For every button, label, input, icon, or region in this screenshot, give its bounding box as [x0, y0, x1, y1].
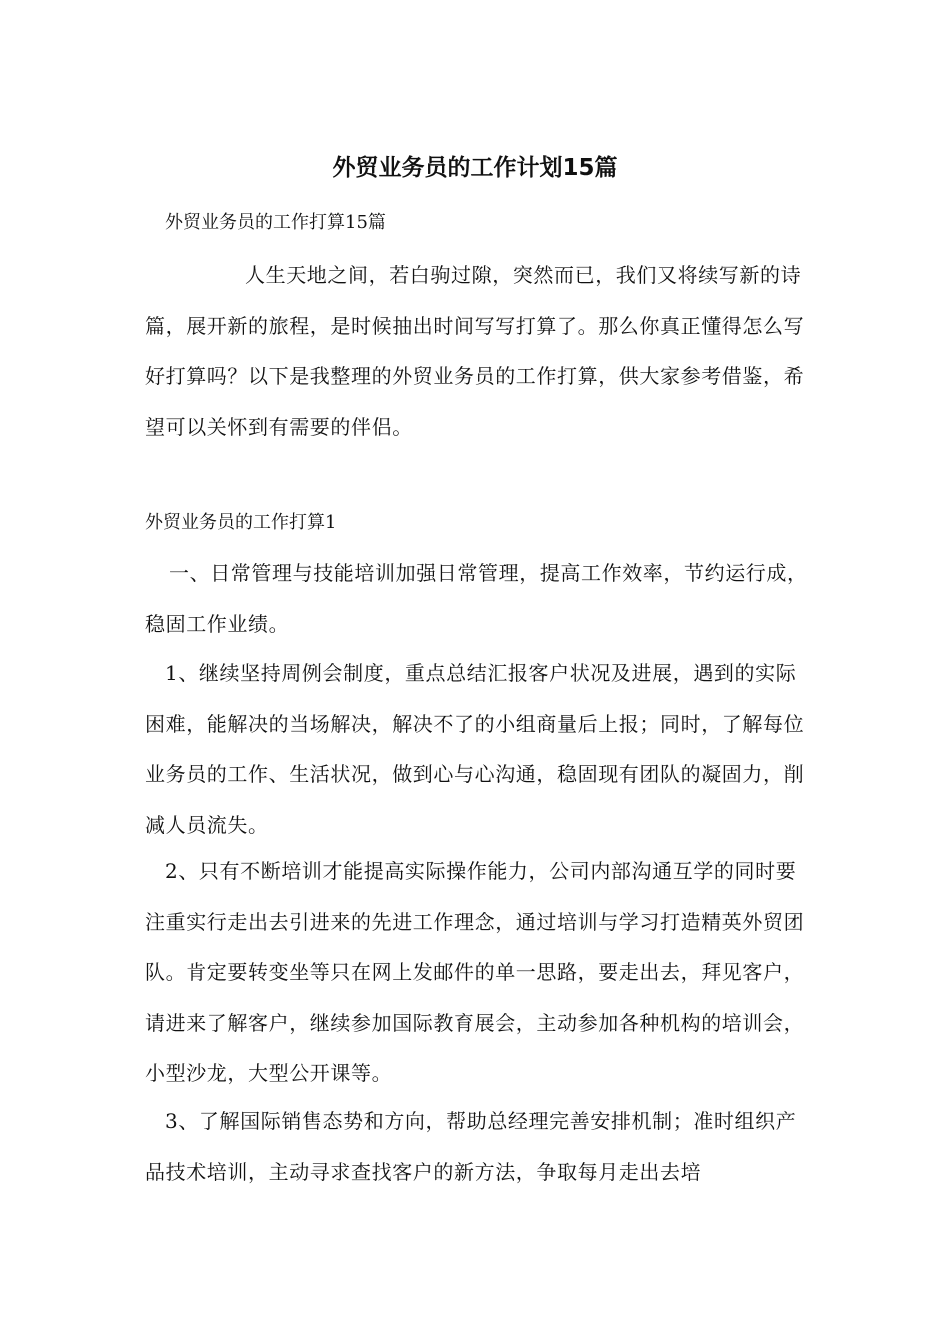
intro-paragraph: 人生天地之间，若白驹过隙，突然而已，我们又将续写新的诗篇，展开新的旅程，是时候抽出时间写写打算了。那么你真正懂得怎么写好打算吗？以下是我整理的外贸业务员的工作打算，供大家参考借鉴，希望可以关怀到有需要的伴侣。 — [145, 263, 805, 439]
section-heading: 外贸业务员的工作打算1 — [145, 512, 337, 533]
paragraph-item-3: 3、了解国际销售态势和方向，帮助总经理完善安排机制；准时组织产品技术培训，主动寻求查找客户的新方法，争取每月走出去培 — [145, 1109, 797, 1184]
paragraph-item-2: 2、只有不断培训才能提高实际操作能力，公司内部沟通互学的同时要注重实行走出去引进来的先进工作理念，通过培训与学习打造精英外贸团队。肯定要转变坐等只在网上发邮件的单一思路，要走出去，拜见客户，请进来了解客户，继续参加国际教育展会，主动参加各种机构的培训会，小型沙龙，大型公开课等。 — [145, 859, 805, 1085]
document-title: 外贸业务员的工作计划15篇 — [332, 155, 618, 181]
paragraph-section-one: 一、日常管理与技能培训加强日常管理，提高工作效率，节约运行成，稳固工作业绩。 — [145, 561, 808, 636]
paragraph-item-1: 1、继续坚持周例会制度，重点总结汇报客户状况及进展，遇到的实际困难，能解决的当场解决，解决不了的小组商量后上报；同时，了解每位业务员的工作、生活状况，做到心与心沟通，稳固现有团队的凝固力，削减人员流失。 — [145, 661, 805, 837]
document-subtitle: 外贸业务员的工作打算15篇 — [165, 212, 386, 233]
